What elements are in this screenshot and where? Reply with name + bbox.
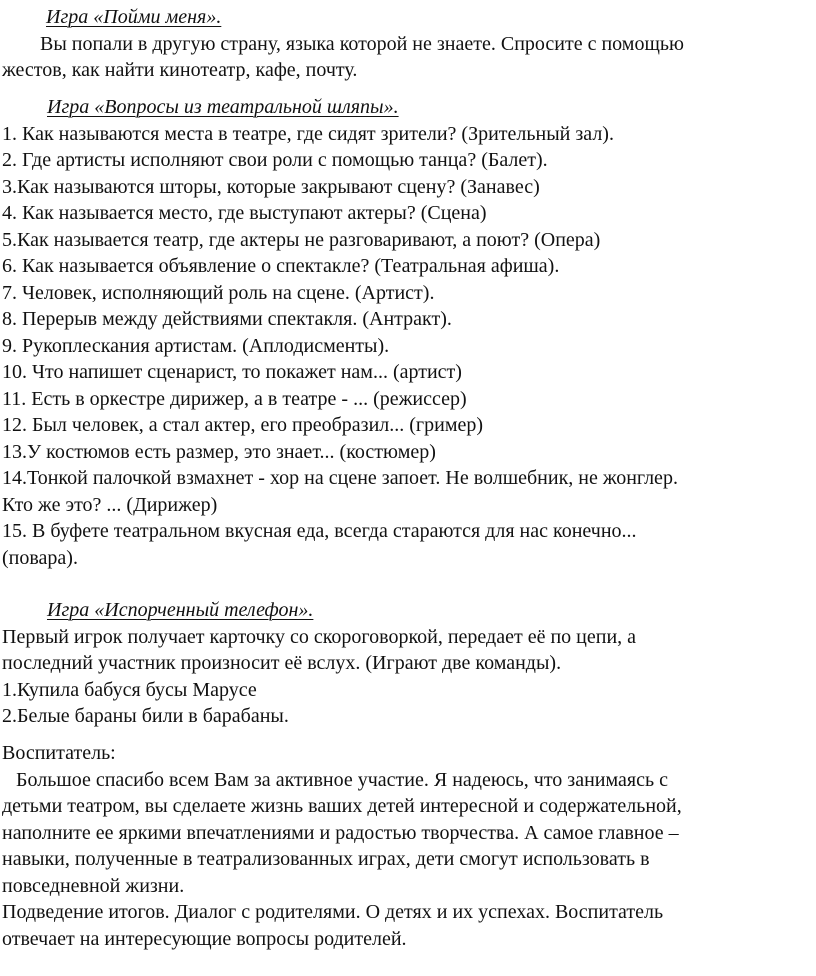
closing-text-line: детьми театром, вы сделаете жизнь ваших детей интересной и содержательной, (2, 795, 682, 817)
question-item: (повара). (2, 547, 78, 569)
closing-text-line: Большое спасибо всем Вам за активное участие. Я надеюсь, что занимаясь с (16, 769, 668, 791)
question-item: 2. Где артисты исполняют свои роли с помощью танца? (Балет). (2, 149, 548, 171)
game3-text-line: последний участник произносит её вслух. (Играют две команды). (2, 652, 562, 674)
tongue-twister-2: 2.Белые бараны били в барабаны. (2, 705, 289, 727)
game1-text-line: жестов, как найти кинотеатр, кафе, почту. (2, 59, 358, 81)
game3-title: Игра «Испорченный телефон». (47, 599, 314, 621)
closing-text-line: наполните ее яркими впечатлениями и радостью творчества. А самое главное – (2, 822, 679, 844)
tongue-twister-1: 1.Купила бабуся бусы Марусе (2, 679, 257, 701)
question-item: 7. Человек, исполняющий роль на сцене. (Артист). (2, 282, 435, 304)
question-item: 11. Есть в оркестре дирижер, а в театре - ... (режиссер) (2, 388, 467, 410)
question-item: 4. Как называется место, где выступают актеры? (Сцена) (2, 202, 487, 224)
closing-text-line: повседневной жизни. (2, 875, 185, 897)
summary-text-line: отвечает на интересующие вопросы родителей. (2, 928, 407, 950)
question-item: 8. Перерыв между действиями спектакля. (Антракт). (2, 308, 452, 330)
game1-text-line: Вы попали в другую страну, языка которой не знаете. Спросите с помощью (40, 33, 684, 55)
question-item: 15. В буфете театральном вкусная еда, всегда стараются для нас конечно... (2, 520, 637, 542)
closing-text-line: навыки, полученные в театрализованных играх, дети смогут использовать в (2, 848, 650, 870)
question-item: 6. Как называется объявление о спектакле? (Театральная афиша). (2, 255, 560, 277)
question-item: 1. Как называются места в театре, где сидят зрители? (Зрительный зал). (2, 123, 614, 145)
question-item: 5.Как называется театр, где актеры не разговаривают, а поют? (Опера) (2, 229, 601, 251)
question-item: 9. Рукоплескания артистам. (Аплодисменты). (2, 335, 390, 357)
game1-title: Игра «Пойми меня». (46, 6, 222, 28)
game3-text-line: Первый игрок получает карточку со скороговоркой, передает её по цепи, а (2, 626, 637, 648)
question-item: 14.Тонкой палочкой взмахнет - хор на сцене запоет. Не волшебник, не жонглер. (2, 467, 678, 489)
speaker-label: Воспитатель: (2, 742, 116, 764)
question-item: 12. Был человек, а стал актер, его преобразил... (гример) (2, 414, 484, 436)
question-item: 10. Что напишет сценарист, то покажет нам... (артист) (2, 361, 462, 383)
question-item: Кто же это? ... (Дирижер) (2, 494, 218, 516)
question-item: 3.Как называются шторы, которые закрывают сцену? (Занавес) (2, 176, 540, 198)
game2-title: Игра «Вопросы из театральной шляпы». (47, 96, 399, 118)
summary-text-line: Подведение итогов. Диалог с родителями. О детях и их успехах. Воспитатель (2, 901, 664, 923)
question-item: 13.У костюмов есть размер, это знает... (костюмер) (2, 441, 436, 463)
